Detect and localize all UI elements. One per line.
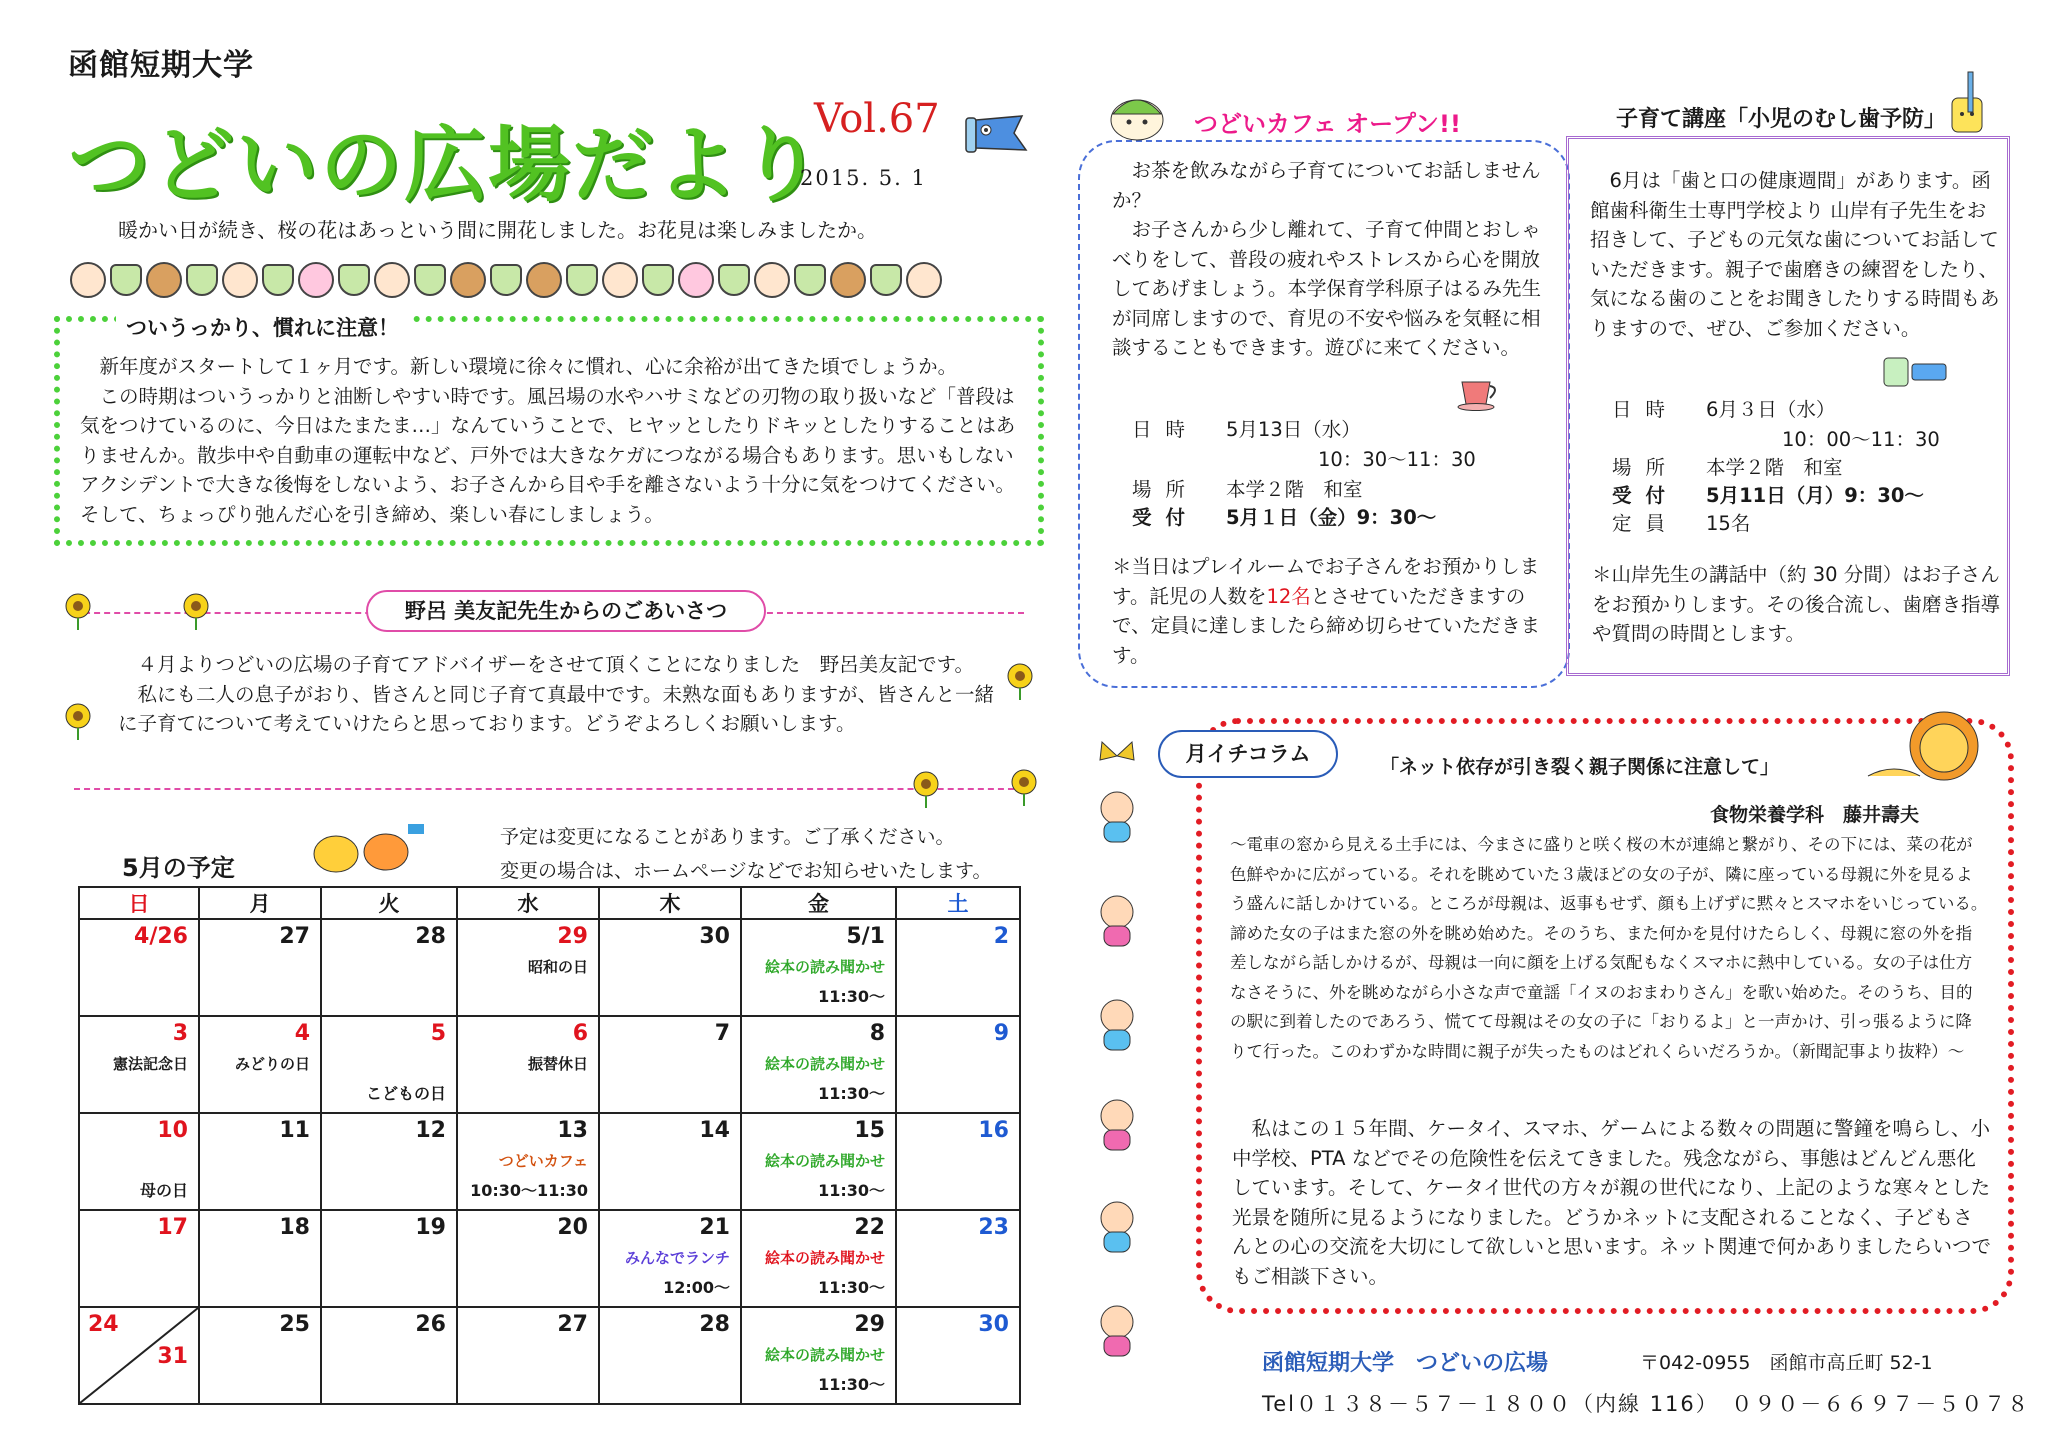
info-value: 15名 bbox=[1706, 512, 1751, 535]
column-quote: ～電車の窓から見える土手には、今まさに盛りと咲く桜の木が連綿と繋がり、その下には、菜の花が色鮮やかに広がっている。それを眺めていた３歳ほどの女の子が、隣に座っている母親に外を見るよう盛んに話しかけている。ところが母親は、返事もせず、顔も上げずに黙々とスマホをいじっている。諦めた女の子はまた窓の外を眺め始めた。そのうち、また何かを見付けたらしく、母親に窓の外を指差しながら話しかけるが、母親は一向に顔を上げる気配もなくスマホに熱中している。女の子は仕方なさそうに、外を眺めながら小さな声で童謡「イヌのおまわりさん」を歌い始めた。そのうち、目的の駅に到着したのであろう、慌てて母親はその女の子に「おりるよ」と一声かけ、引っ張るように降りて行った。このわずかな時間に親子が失ったものはどれくらいだろうか。（新聞記事より抜粋）～ bbox=[1230, 835, 1988, 1061]
day-number: 30 bbox=[978, 1312, 1009, 1337]
character-border bbox=[70, 258, 1030, 302]
calendar-day-cell bbox=[79, 919, 199, 1016]
calendar-day-cell bbox=[79, 1113, 199, 1210]
day-event: 絵本の読み聞かせ bbox=[764, 958, 885, 976]
info-value: 本学２階 和室 bbox=[1706, 456, 1843, 479]
column-body bbox=[1232, 1114, 1992, 1291]
weekday-label: 木 bbox=[599, 887, 741, 919]
calendar-day-cell bbox=[896, 1113, 1020, 1210]
lecture-info-time bbox=[1782, 424, 1940, 452]
info-value: 5月13日（水） bbox=[1226, 418, 1361, 441]
greeting-paragraph: ４月よりつどいの広場の子育てアドバイザーをさせて頂くことになりました 野呂美友記です。 bbox=[137, 653, 975, 676]
calendar-day-cell bbox=[741, 1113, 896, 1210]
girl-face-icon bbox=[906, 262, 942, 298]
koinobori-icon bbox=[962, 108, 1032, 158]
day-number: 12 bbox=[415, 1118, 446, 1143]
lecture-paragraph: 6月は「歯と口の健康週間」があります。函館歯科衛生士専門学校より 山岸有子先生をお招きして、子どもの元気な歯についてお話していただきます。親子で歯磨きの練習をしたり、気になる歯のことをお聞きしたりする時間もありますので、ぜひ、ご参加ください。 bbox=[1590, 169, 2000, 340]
day-number: 2 bbox=[993, 924, 1009, 949]
onigiri-icon bbox=[794, 264, 826, 296]
toothbrush-cup-icon bbox=[1938, 68, 1998, 138]
info-label: 日時 bbox=[1612, 398, 1680, 421]
day-event-detail: 10:30～11:30 bbox=[470, 1181, 588, 1200]
rabbit-face-icon bbox=[298, 262, 334, 298]
day-number: 25 bbox=[279, 1312, 310, 1337]
caution-paragraph: この時期はついうっかりと油断しやすい時です。風呂場の水やハサミなどの刃物の取り扱いなど「普段は気をつけているのに、今日はたまたま…」なんていうことで、ヒヤッとしたりドキッとしたりすることはありませんか。散歩中や自動車の運転中など、戸外では大きなケガにつながる場合もあります。思いもしないアクシデントで大きな後悔をしないよう、お子さんから目や手を離さないよう十分に気をつけてください。そして、ちょっぴり弛んだ心を引き締め、楽しい春にしましょう。 bbox=[80, 384, 1016, 526]
lecture-text bbox=[1590, 166, 2002, 343]
lecture-info-place bbox=[1612, 452, 1843, 480]
cafe-note bbox=[1112, 552, 1562, 670]
issue-date: 2015. 5. 1 bbox=[800, 166, 927, 190]
sunflower-icon bbox=[1000, 660, 1040, 700]
day-number: 24 bbox=[88, 1312, 119, 1337]
calendar-day-cell bbox=[599, 1016, 741, 1113]
calendar-day-cell bbox=[457, 1016, 599, 1113]
weekday-label: 日 bbox=[79, 887, 199, 919]
girl-face-icon bbox=[602, 262, 638, 298]
day-number: 28 bbox=[699, 1312, 730, 1337]
day-event: みどりの日 bbox=[234, 1055, 310, 1073]
girl-face-icon bbox=[754, 262, 790, 298]
weekday-label: 水 bbox=[457, 887, 599, 919]
lecture-info-capacity bbox=[1612, 508, 1750, 536]
day-number: 19 bbox=[415, 1215, 446, 1240]
cafe-capacity-number: 12 bbox=[1266, 584, 1292, 608]
bear-face-icon bbox=[450, 262, 486, 298]
baby-icon bbox=[1092, 994, 1142, 1054]
day-event: つどいカフェ bbox=[498, 1152, 588, 1170]
calendar-week bbox=[79, 919, 1020, 1016]
day-event-detail: こどもの日 bbox=[365, 1084, 446, 1103]
bear-face-icon bbox=[830, 262, 866, 298]
weekday-label: 金 bbox=[741, 887, 896, 919]
rabbit-face-icon bbox=[678, 262, 714, 298]
day-number: 29 bbox=[854, 1312, 885, 1337]
baby-icon bbox=[1092, 1196, 1142, 1256]
cafe-info-reception bbox=[1132, 502, 1436, 530]
day-event: みんなでランチ bbox=[624, 1249, 730, 1267]
onigiri-icon bbox=[870, 264, 902, 296]
onigiri-icon bbox=[414, 264, 446, 296]
newsletter-title: つどいの広場だより bbox=[68, 118, 825, 213]
weekday-label: 土 bbox=[896, 887, 1020, 919]
cafe-title: つどいカフェ オープン!! bbox=[1186, 104, 1469, 139]
caution-title: ついうっかり、慣れに注意！ bbox=[116, 312, 409, 342]
day-number: 3 bbox=[172, 1021, 188, 1046]
calendar-day-cell bbox=[599, 919, 741, 1016]
footer-address: 〒042-0955 函館市高丘町 52-1 bbox=[1640, 1352, 1933, 1374]
calendar-day-cell bbox=[896, 1307, 1020, 1404]
info-value: 5月11日（月）9：30～ bbox=[1706, 484, 1924, 507]
info-value: 10：30～11：30 bbox=[1318, 448, 1476, 471]
cafe-capacity-unit: 名 bbox=[1291, 584, 1311, 608]
day-number: 11 bbox=[279, 1118, 310, 1143]
day-number: 5/1 bbox=[846, 924, 885, 949]
onigiri-icon bbox=[566, 264, 598, 296]
column-headline: 「ネット依存が引き裂く親子関係に注意して」 bbox=[1380, 756, 1780, 778]
cafe-note-text: とさせていただきますので、定員に達しましたら締め切らせていただきます。 bbox=[1112, 584, 1541, 667]
footer-telephone: Tel０１３８－５７－１８００（内線 116） ０９０－６６９７－５０７８ bbox=[1262, 1392, 2031, 1416]
sunflower-icon bbox=[176, 590, 216, 630]
calendar-day-cell bbox=[79, 1016, 199, 1113]
sunflower-icon bbox=[906, 768, 946, 808]
calendar-day-cell bbox=[199, 919, 321, 1016]
calendar-day-cell bbox=[321, 1113, 457, 1210]
calendar-day-cell bbox=[199, 1307, 321, 1404]
caution-text bbox=[80, 352, 1030, 529]
diagonal-line bbox=[80, 1308, 198, 1403]
day-event: 絵本の読み聞かせ bbox=[764, 1152, 885, 1170]
weekday-label: 月 bbox=[199, 887, 321, 919]
lecture-info-reception bbox=[1612, 480, 1924, 508]
cafe-info-time bbox=[1318, 444, 1476, 472]
cafe-info-place bbox=[1132, 474, 1363, 502]
info-value: 10：00～11：30 bbox=[1782, 428, 1940, 451]
day-event: 昭和の日 bbox=[527, 958, 588, 976]
day-event-detail: 母の日 bbox=[139, 1181, 188, 1200]
onigiri-icon bbox=[718, 264, 750, 296]
greeting-box-title: 野呂 美友記先生からのごあいさつ bbox=[366, 590, 766, 632]
onigiri-icon bbox=[642, 264, 674, 296]
cafe-text bbox=[1112, 156, 1558, 363]
sunflower-icon bbox=[58, 590, 98, 630]
column-paragraph: 私はこの１５年間、ケータイ、スマホ、ゲームによる数々の問題に警鐘を鳴らし、小中学校、PTA などでその危険性を伝えてきました。残念ながら、事態はどんどん悪化しています。そして、ケータイ世代の方々が親の世代になり、上記のような寒々とした光景を随所に見るようになりました。どうかネットに支配されることなく、子どもさんとの心の交流を大切にして欲しいと思います。ネット関連で何かありましたらいつでもご相談下さい。 bbox=[1232, 1117, 1991, 1288]
day-number: 21 bbox=[699, 1215, 730, 1240]
calendar-week bbox=[79, 1016, 1020, 1113]
calendar-day-cell bbox=[321, 1210, 457, 1307]
day-number: 31 bbox=[157, 1344, 188, 1369]
day-event: 振替休日 bbox=[527, 1055, 588, 1073]
cafe-note-text: ＊当日はプレイルームでお子さんをお預かりします。託児の人数を bbox=[1112, 555, 1540, 608]
greeting-paragraph: 私にも二人の息子がおり、皆さんと同じ子育て真最中です。未熟な面もありますが、皆さんと一緒に子育てについて考えていけたらと思っております。どうぞよろしくお願いします。 bbox=[118, 682, 994, 735]
info-label: 受付 bbox=[1612, 484, 1680, 507]
lion-icon bbox=[1864, 706, 1984, 796]
mascot-icon bbox=[1104, 88, 1170, 144]
calendar-day-cell bbox=[599, 1113, 741, 1210]
cafe-paragraph: お子さんから少し離れて、子育て仲間とおしゃべりをして、普段の疲れやストレスから心を開放してあげましょう。本学保育学科原子はるみ先生が同席しますので、育児の不安や悩みを気軽に相談することもできます。遊びに来てください。 bbox=[1112, 218, 1542, 359]
day-number: 20 bbox=[557, 1215, 588, 1240]
toothpaste-icon bbox=[1880, 350, 1950, 390]
calendar-day-cell bbox=[741, 919, 896, 1016]
calendar-day-cell bbox=[321, 1016, 457, 1113]
girl-face-icon bbox=[70, 262, 106, 298]
day-number: 23 bbox=[978, 1215, 1009, 1240]
day-number: 26 bbox=[415, 1312, 446, 1337]
day-event: 憲法記念日 bbox=[112, 1055, 188, 1073]
day-number: 7 bbox=[714, 1021, 730, 1046]
bear-face-icon bbox=[526, 262, 562, 298]
footer-organization: 函館短期大学 つどいの広場 bbox=[1262, 1351, 1549, 1376]
cafe-info-date bbox=[1132, 414, 1361, 442]
calendar-day-cell bbox=[199, 1210, 321, 1307]
calendar-day-cell bbox=[599, 1210, 741, 1307]
baby-icon bbox=[1092, 1300, 1142, 1360]
column-author: 食物栄養学科 藤井壽夫 bbox=[1710, 804, 1920, 826]
day-number: 16 bbox=[978, 1118, 1009, 1143]
calendar-day-cell bbox=[199, 1113, 321, 1210]
teacup-icon bbox=[1456, 372, 1504, 412]
calendar-day-cell bbox=[457, 1210, 599, 1307]
baby-icon bbox=[1092, 890, 1142, 950]
day-number: 27 bbox=[557, 1312, 588, 1337]
calendar-day-cell bbox=[896, 919, 1020, 1016]
day-event: 絵本の読み聞かせ bbox=[764, 1055, 885, 1073]
calendar-day-cell bbox=[896, 1210, 1020, 1307]
greeting-text: 暖かい日が続き、桜の花はあっという間に開花しました。お花見は楽しみましたか。 bbox=[118, 218, 877, 242]
butterfly-icon bbox=[1092, 726, 1142, 786]
calendar-title: 5月の予定 bbox=[122, 854, 235, 882]
calendar-week bbox=[79, 1307, 1020, 1404]
info-label: 定員 bbox=[1612, 512, 1680, 535]
baby-icon bbox=[1092, 1094, 1142, 1154]
calendar-day-cell bbox=[321, 1307, 457, 1404]
day-event-detail: 11:30～ bbox=[818, 987, 885, 1006]
weekday-header bbox=[79, 887, 1020, 919]
may-calendar bbox=[78, 886, 1021, 1405]
sunflower-icon bbox=[1004, 766, 1044, 806]
day-number: 18 bbox=[279, 1215, 310, 1240]
column-tab: 月イチコラム bbox=[1158, 730, 1338, 778]
day-number: 15 bbox=[854, 1118, 885, 1143]
calendar-day-cell bbox=[79, 1307, 199, 1404]
day-number: 10 bbox=[157, 1118, 188, 1143]
calendar-day-cell bbox=[457, 1113, 599, 1210]
weekday-label: 火 bbox=[321, 887, 457, 919]
calendar-day-cell bbox=[321, 919, 457, 1016]
calendar-day-cell bbox=[741, 1307, 896, 1404]
lecture-note: ＊山岸先生の講話中（約 30 分間）はお子さんをお預かりします。その後合流し、歯磨き指導や質問の時間とします。 bbox=[1592, 563, 2000, 645]
lecture-title: 子育て講座「小児のむし歯予防」 bbox=[1610, 102, 1952, 133]
calendar-week bbox=[79, 1210, 1020, 1307]
calendar-day-cell bbox=[199, 1016, 321, 1113]
info-label: 場所 bbox=[1132, 478, 1200, 501]
day-number: 8 bbox=[869, 1021, 885, 1046]
onigiri-icon bbox=[186, 264, 218, 296]
day-event: 絵本の読み聞かせ bbox=[764, 1249, 885, 1267]
calendar-day-cell bbox=[896, 1016, 1020, 1113]
day-number: 22 bbox=[854, 1215, 885, 1240]
calendar-note: 変更の場合は、ホームページなどでお知らせいたします。 bbox=[500, 860, 992, 882]
info-value: 6月３日（水） bbox=[1706, 398, 1836, 421]
day-number: 30 bbox=[699, 924, 730, 949]
info-label: 場所 bbox=[1612, 456, 1680, 479]
calendar-day-cell bbox=[599, 1307, 741, 1404]
onigiri-icon bbox=[490, 264, 522, 296]
calendar-day-cell bbox=[741, 1210, 896, 1307]
baby-icon bbox=[1092, 786, 1142, 846]
caution-paragraph: 新年度がスタートして１ヶ月です。新しい環境に徐々に慣れ、心に余裕が出てきた頃でしょうか。 bbox=[99, 355, 958, 378]
info-label: 受付 bbox=[1132, 506, 1200, 529]
school-name: 函館短期大学 bbox=[68, 48, 254, 83]
info-value: 5月１日（金）9：30～ bbox=[1226, 506, 1437, 529]
calendar-note: 予定は変更になることがあります。ご了承ください。 bbox=[500, 826, 955, 848]
calendar-day-cell bbox=[79, 1210, 199, 1307]
day-number: 17 bbox=[157, 1215, 188, 1240]
chick-characters-icon bbox=[300, 820, 430, 876]
day-event-detail: 12:00～ bbox=[663, 1278, 730, 1297]
day-number: 4 bbox=[294, 1021, 310, 1046]
onigiri-icon bbox=[110, 264, 142, 296]
bear-face-icon bbox=[146, 262, 182, 298]
day-number: 9 bbox=[993, 1021, 1009, 1046]
calendar-day-cell bbox=[457, 1307, 599, 1404]
onigiri-icon bbox=[262, 264, 294, 296]
volume-number: Vol.67 bbox=[814, 96, 940, 142]
day-number: 28 bbox=[415, 924, 446, 949]
day-number: 29 bbox=[557, 924, 588, 949]
info-label: 日時 bbox=[1132, 418, 1200, 441]
info-value: 本学２階 和室 bbox=[1226, 478, 1363, 501]
day-number: 6 bbox=[572, 1021, 588, 1046]
day-number: 14 bbox=[699, 1118, 730, 1143]
girl-face-icon bbox=[222, 262, 258, 298]
lecture-info-date bbox=[1612, 394, 1835, 422]
day-number: 13 bbox=[557, 1118, 588, 1143]
greeting-box-text bbox=[118, 650, 998, 739]
day-number: 27 bbox=[279, 924, 310, 949]
day-number: 5 bbox=[430, 1021, 446, 1046]
day-event-detail: 11:30～ bbox=[818, 1278, 885, 1297]
calendar-day-cell bbox=[457, 919, 599, 1016]
day-number: 4/26 bbox=[134, 924, 188, 949]
sunflower-icon bbox=[58, 700, 98, 740]
day-event-detail: 11:30～ bbox=[818, 1375, 885, 1394]
onigiri-icon bbox=[338, 264, 370, 296]
day-event-detail: 11:30～ bbox=[818, 1181, 885, 1200]
day-event: 絵本の読み聞かせ bbox=[764, 1346, 885, 1364]
diagonal-divider bbox=[80, 1308, 198, 1403]
calendar-week bbox=[79, 1113, 1020, 1210]
day-event-detail: 11:30～ bbox=[818, 1084, 885, 1103]
girl-face-icon bbox=[374, 262, 410, 298]
calendar-day-cell bbox=[741, 1016, 896, 1113]
cafe-paragraph: お茶を飲みながら子育てについてお話しませんか？ bbox=[1112, 159, 1541, 212]
